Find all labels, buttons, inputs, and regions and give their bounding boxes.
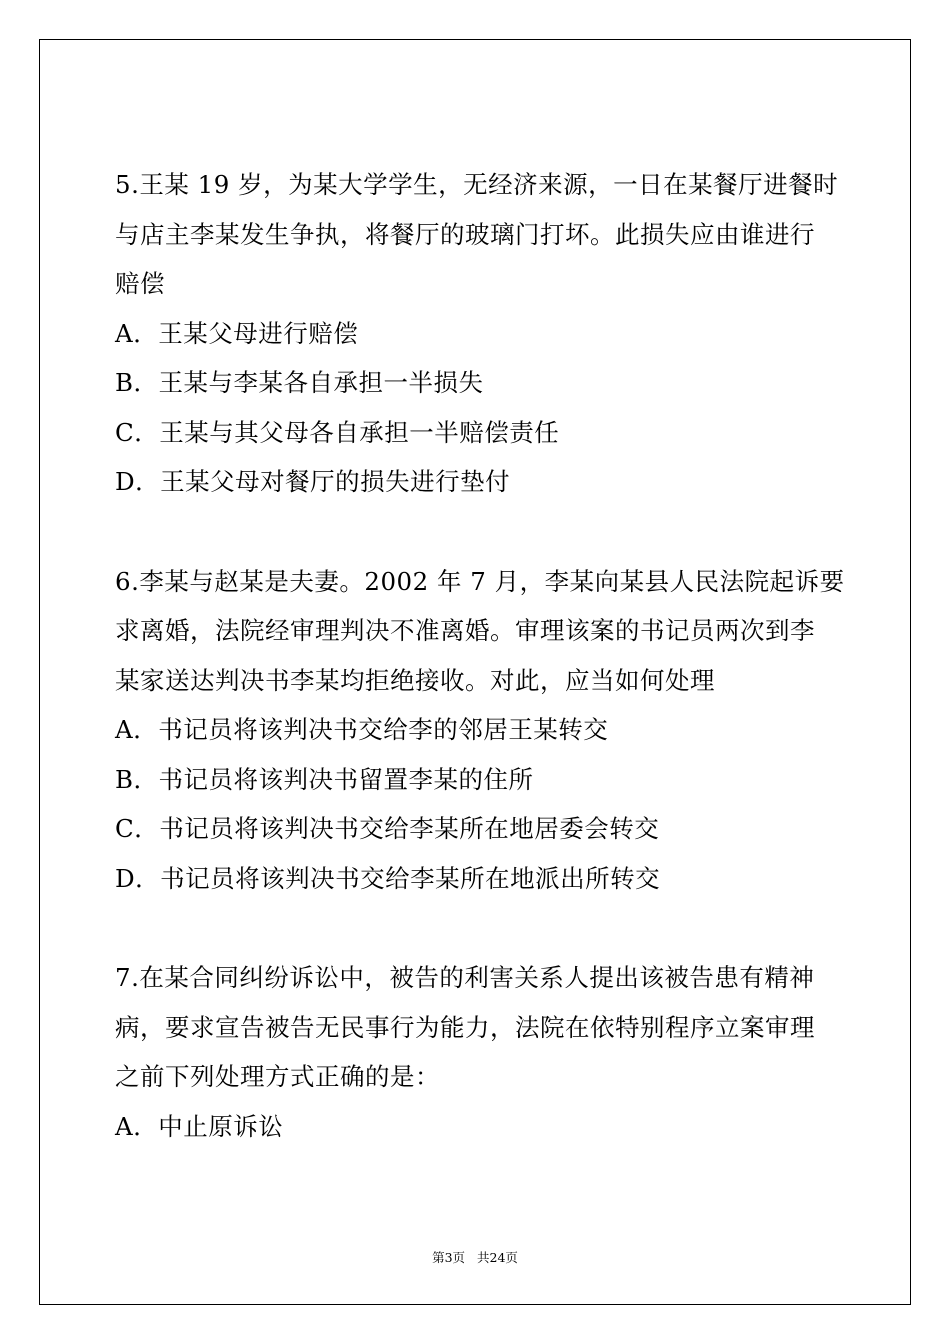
question-stem-line: 求离婚，法院经审理判决不准离婚。审理该案的书记员两次到李 (115, 616, 815, 645)
question-stem-line: 病，要求宣告被告无民事行为能力，法院在依特别程序立案审理 (115, 1012, 815, 1042)
question-stem-line: 之前下列处理方式正确的是： (115, 1062, 440, 1091)
answer-option: C．王某与其父母各自承担一半赔偿责任 (115, 417, 560, 447)
question-stem-line: 5.王某 19 岁，为某大学学生，无经济来源，一日在某餐厅进餐时 (115, 170, 839, 199)
question-stem-line: 赔偿 (115, 269, 165, 298)
question-7 (115, 953, 845, 1151)
page-total: 共24页 (477, 1250, 518, 1265)
question-stem-line: 7.在某合同纠纷诉讼中，被告的利害关系人提出该被告患有精神 (115, 963, 815, 992)
answer-option: C．书记员将该判决书交给李某所在地居委会转交 (115, 814, 660, 843)
answer-option: A．书记员将该判决书交给李的邻居王某转交 (115, 715, 609, 744)
page-footer (0, 1248, 950, 1266)
question-stem-line: 6.李某与赵某是夫妻。2002 年 7 月，李某向某县人民法院起诉要 (115, 566, 845, 596)
page-number: 第3页 (432, 1250, 466, 1265)
answer-option: B．书记员将该判决书留置李某的住所 (115, 764, 534, 794)
answer-option: D．王某父母对餐厅的损失进行垫付 (115, 467, 511, 496)
answer-option: B．王某与李某各自承担一半损失 (115, 368, 484, 397)
answer-option: D．书记员将该判决书交给李某所在地派出所转交 (115, 863, 661, 893)
question-6 (115, 557, 845, 904)
question-stem-line: 某家送达判决书李某均拒绝接收。对此，应当如何处理 (115, 665, 715, 695)
question-5 (115, 160, 845, 507)
document-body (115, 160, 845, 1201)
answer-option: A．王某父母进行赔偿 (115, 318, 359, 348)
question-stem-line: 与店主李某发生争执，将餐厅的玻璃门打坏。此损失应由谁进行 (115, 219, 815, 249)
answer-option: A．中止原诉讼 (115, 1111, 284, 1141)
